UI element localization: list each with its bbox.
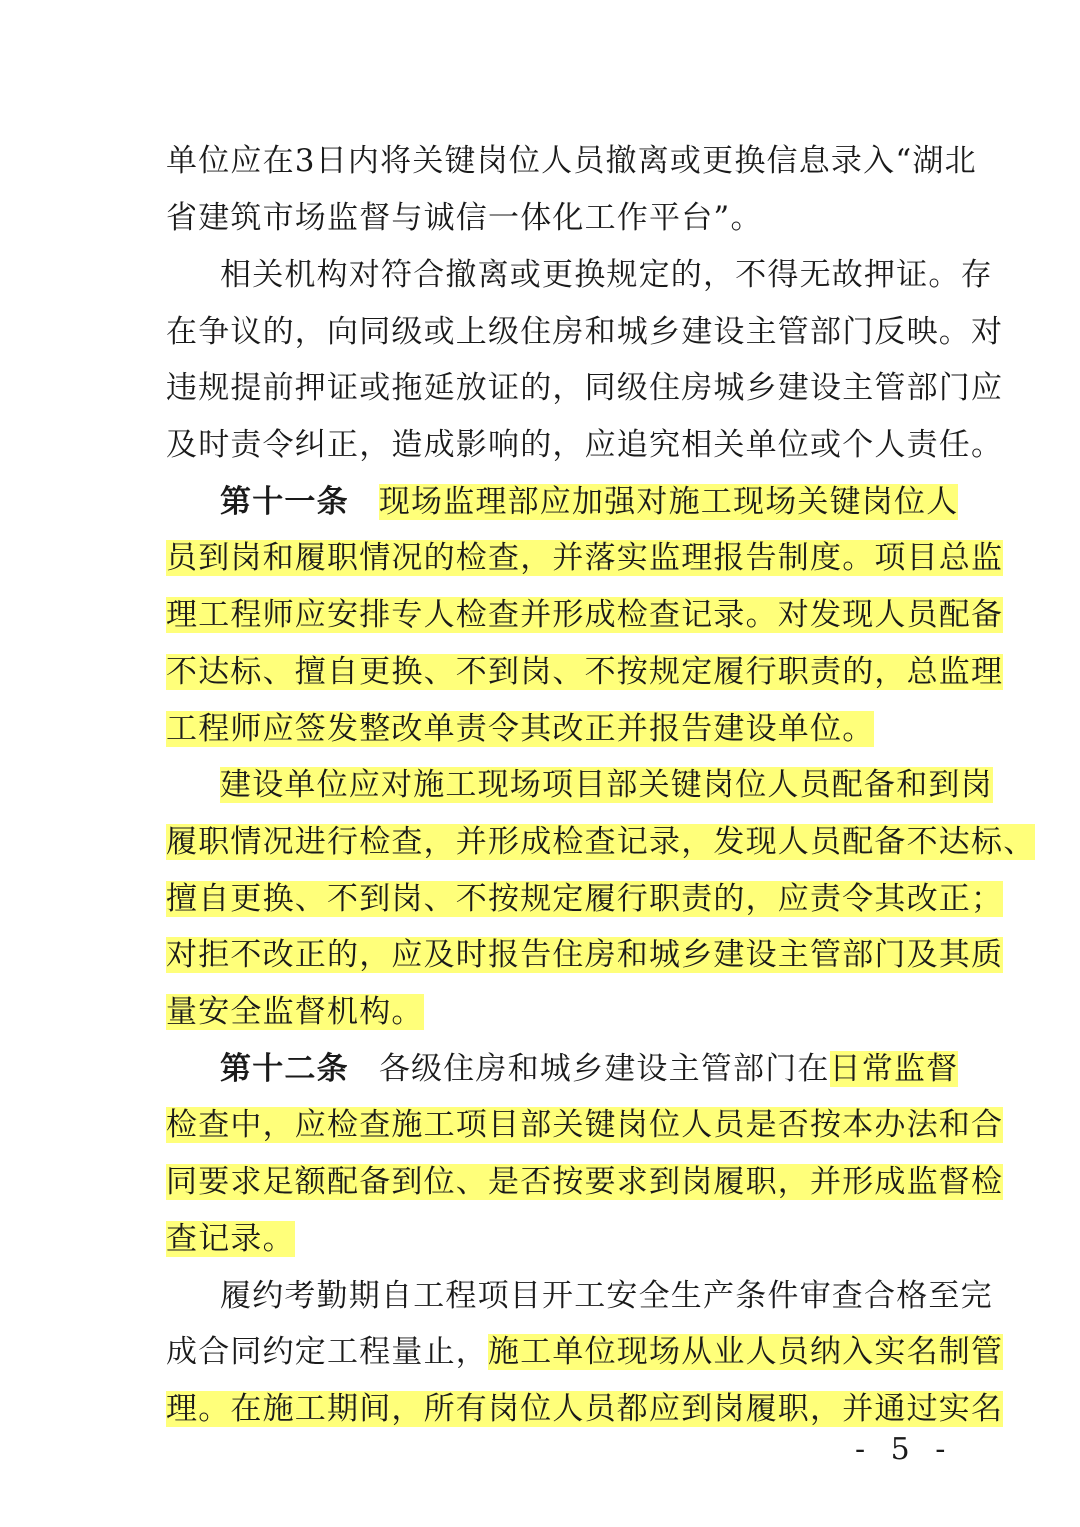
highlighted-text: 对拒不改正的，应及时报告住房和城乡建设主管部门及其质: [166, 937, 1004, 973]
highlighted-text: 日常监督: [829, 1051, 959, 1087]
text-line: 省建筑市场监督与诚信一体化工作平台”。: [166, 200, 763, 236]
highlighted-text: 理工程师应安排专人检查并形成检查记录。对发现人员配备: [166, 597, 1004, 633]
highlighted-text: 施工单位现场从业人员纳入实名制管: [488, 1334, 1004, 1370]
paragraph-start: 相关机构对符合撤离或更换规定的，不得无故押证。存: [220, 257, 993, 293]
text-line: 违规提前押证或拖延放证的，同级住房城乡建设主管部门应: [166, 370, 1004, 406]
article-number: 第十一条: [220, 484, 349, 520]
highlighted-text: 查记录。: [166, 1221, 295, 1257]
text-line: [166, 822, 1035, 862]
text-line: [166, 879, 1003, 919]
article-11-heading: [220, 482, 958, 522]
text-line: 在争议的，向同级或上级住房和城乡建设主管部门反映。对: [166, 314, 1004, 350]
paragraph-start: [220, 765, 993, 805]
article-12-heading: 第十二条 各级住房和城乡建设主管部门在日常监督: [220, 1051, 959, 1087]
text-line: [166, 1389, 1003, 1429]
highlighted-text: 量安全监督机构。: [166, 994, 424, 1030]
highlighted-text: 现场监理部应加强对施工现场关键岗位人: [378, 484, 959, 520]
text-line: [166, 709, 874, 749]
text-line: [166, 652, 1003, 692]
highlighted-text: 履职情况进行检查，并形成检查记录，发现人员配备不达标、: [166, 824, 1036, 860]
text-line: 及时责令纠正，造成影响的，应追究相关单位或个人责任。: [166, 427, 1004, 463]
text-line: [166, 935, 1003, 975]
text-line: [166, 595, 1003, 635]
highlighted-text: 建设单位应对施工现场项目部关键岗位人员配备和到岗: [220, 767, 993, 803]
highlighted-text: 擅自更换、不到岗、不按规定履行职责的，应责令其改正；: [166, 881, 1004, 917]
text-line: [166, 1219, 295, 1259]
paragraph-start: 履约考勤期自工程项目开工安全生产条件审查合格至完: [220, 1278, 993, 1314]
page-number: - 5 -: [855, 1432, 954, 1467]
text-line: [166, 1162, 1003, 1202]
highlighted-text: 检查中，应检查施工项目部关键岗位人员是否按本办法和合: [166, 1107, 1004, 1143]
text-line: [166, 538, 1003, 578]
highlighted-text: 同要求足额配备到位、是否按要求到岗履职，并形成监督检: [166, 1164, 1004, 1200]
highlighted-text: 理。在施工期间，所有岗位人员都应到岗履职，并通过实名: [166, 1391, 1004, 1427]
article-number: 第十二条: [220, 1051, 349, 1087]
highlighted-text: 工程师应签发整改单责令其改正并报告建设单位。: [166, 711, 875, 747]
highlighted-text: 不达标、擅自更换、不到岗、不按规定履行职责的，总监理: [166, 654, 1004, 690]
text-line: [166, 992, 424, 1032]
highlighted-text: 员到岗和履职情况的检查，并落实监理报告制度。项目总监: [166, 540, 1004, 576]
text-line: 单位应在3日内将关键岗位人员撤离或更换信息录入“湖北: [166, 143, 977, 179]
text-line: [166, 1105, 1003, 1145]
text-line: 成合同约定工程量止，施工单位现场从业人员纳入实名制管: [166, 1334, 1004, 1370]
